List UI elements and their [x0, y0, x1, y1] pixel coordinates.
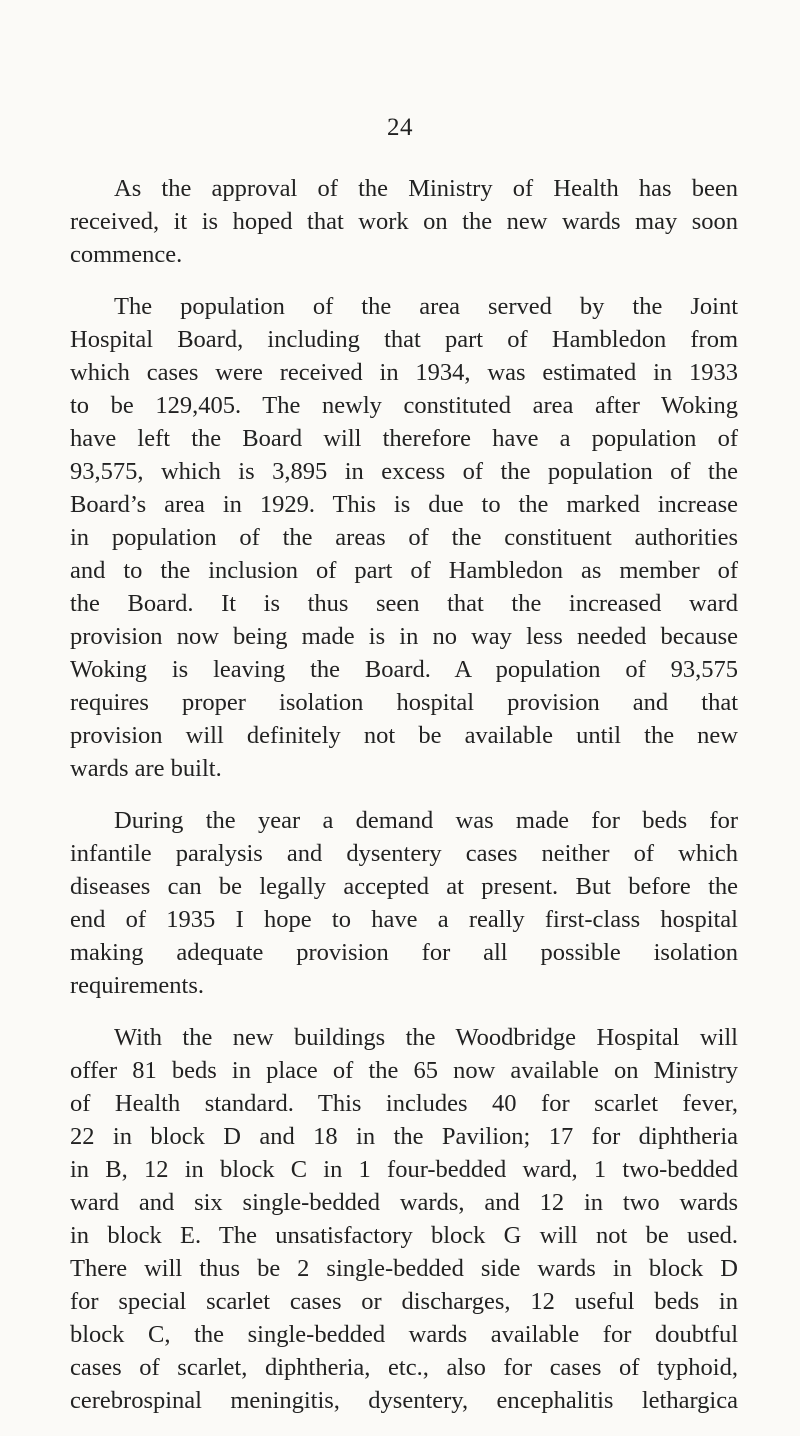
- text-line: commence.: [70, 241, 183, 268]
- text-line: As the approval of the Ministry of Health has been: [114, 175, 738, 202]
- text-line: block C, the single-bedded wards available for doubtful: [70, 1321, 738, 1348]
- paragraph: [70, 804, 738, 1002]
- text-line: infantile paralysis and dysentery cases neither of which: [70, 840, 738, 867]
- paragraph: [70, 290, 738, 785]
- text-line: and to the inclusion of part of Hambledon as member of: [70, 557, 738, 584]
- text-line: 22 in block D and 18 in the Pavilion; 17 for diphtheria: [70, 1123, 738, 1150]
- text-line: cases of scarlet, diphtheria, etc., also for cases of typhoid,: [70, 1354, 738, 1381]
- text-line: to be 129,405. The newly constituted area after Woking: [70, 392, 738, 419]
- text-line: With the new buildings the Woodbridge Hospital will: [114, 1024, 738, 1051]
- text-line: received, it is hoped that work on the new wards may soon: [70, 208, 738, 235]
- text-line: wards are built.: [70, 755, 222, 782]
- text-line: for special scarlet cases or discharges, 12 useful beds in: [70, 1288, 738, 1315]
- document-body: [70, 172, 738, 1436]
- text-line: ward and six single-bedded wards, and 12 in two wards: [70, 1189, 738, 1216]
- text-line: cerebrospinal meningitis, dysentery, encephalitis lethargica: [70, 1387, 738, 1414]
- text-line: have left the Board will therefore have a population of: [70, 425, 738, 452]
- text-line: requires proper isolation hospital provision and that: [70, 689, 738, 716]
- text-line: Hospital Board, including that part of Hambledon from: [70, 326, 738, 353]
- paragraph: [70, 1021, 738, 1417]
- text-line: end of 1935 I hope to have a really first-class hospital: [70, 906, 738, 933]
- text-line: 93,575, which is 3,895 in excess of the population of the: [70, 458, 738, 485]
- text-line: diseases can be legally accepted at present. But before the: [70, 873, 738, 900]
- text-line: The population of the area served by the Joint: [114, 293, 738, 320]
- text-line: provision will definitely not be available until the new: [70, 722, 738, 749]
- text-line: provision now being made is in no way less needed because: [70, 623, 738, 650]
- text-line: There will thus be 2 single-bedded side wards in block D: [70, 1255, 738, 1282]
- text-line: in B, 12 in block C in 1 four-bedded ward, 1 two-bedded: [70, 1156, 738, 1183]
- paragraph: [70, 172, 738, 271]
- text-line: of Health standard. This includes 40 for scarlet fever,: [70, 1090, 738, 1117]
- text-line: making adequate provision for all possible isolation: [70, 939, 738, 966]
- text-line: Woking is leaving the Board. A population of 93,575: [70, 656, 738, 683]
- text-line: Board’s area in 1929. This is due to the marked increase: [70, 491, 738, 518]
- text-line: which cases were received in 1934, was estimated in 1933: [70, 359, 738, 386]
- text-line: During the year a demand was made for beds for: [114, 807, 738, 834]
- text-line: in block E. The unsatisfactory block G will not be used.: [70, 1222, 738, 1249]
- text-line: requirements.: [70, 972, 205, 999]
- text-line: the Board. It is thus seen that the increased ward: [70, 590, 738, 617]
- text-line: in population of the areas of the constituent authorities: [70, 524, 738, 551]
- page-number: 24: [387, 114, 413, 141]
- text-line: offer 81 beds in place of the 65 now available on Ministry: [70, 1057, 738, 1084]
